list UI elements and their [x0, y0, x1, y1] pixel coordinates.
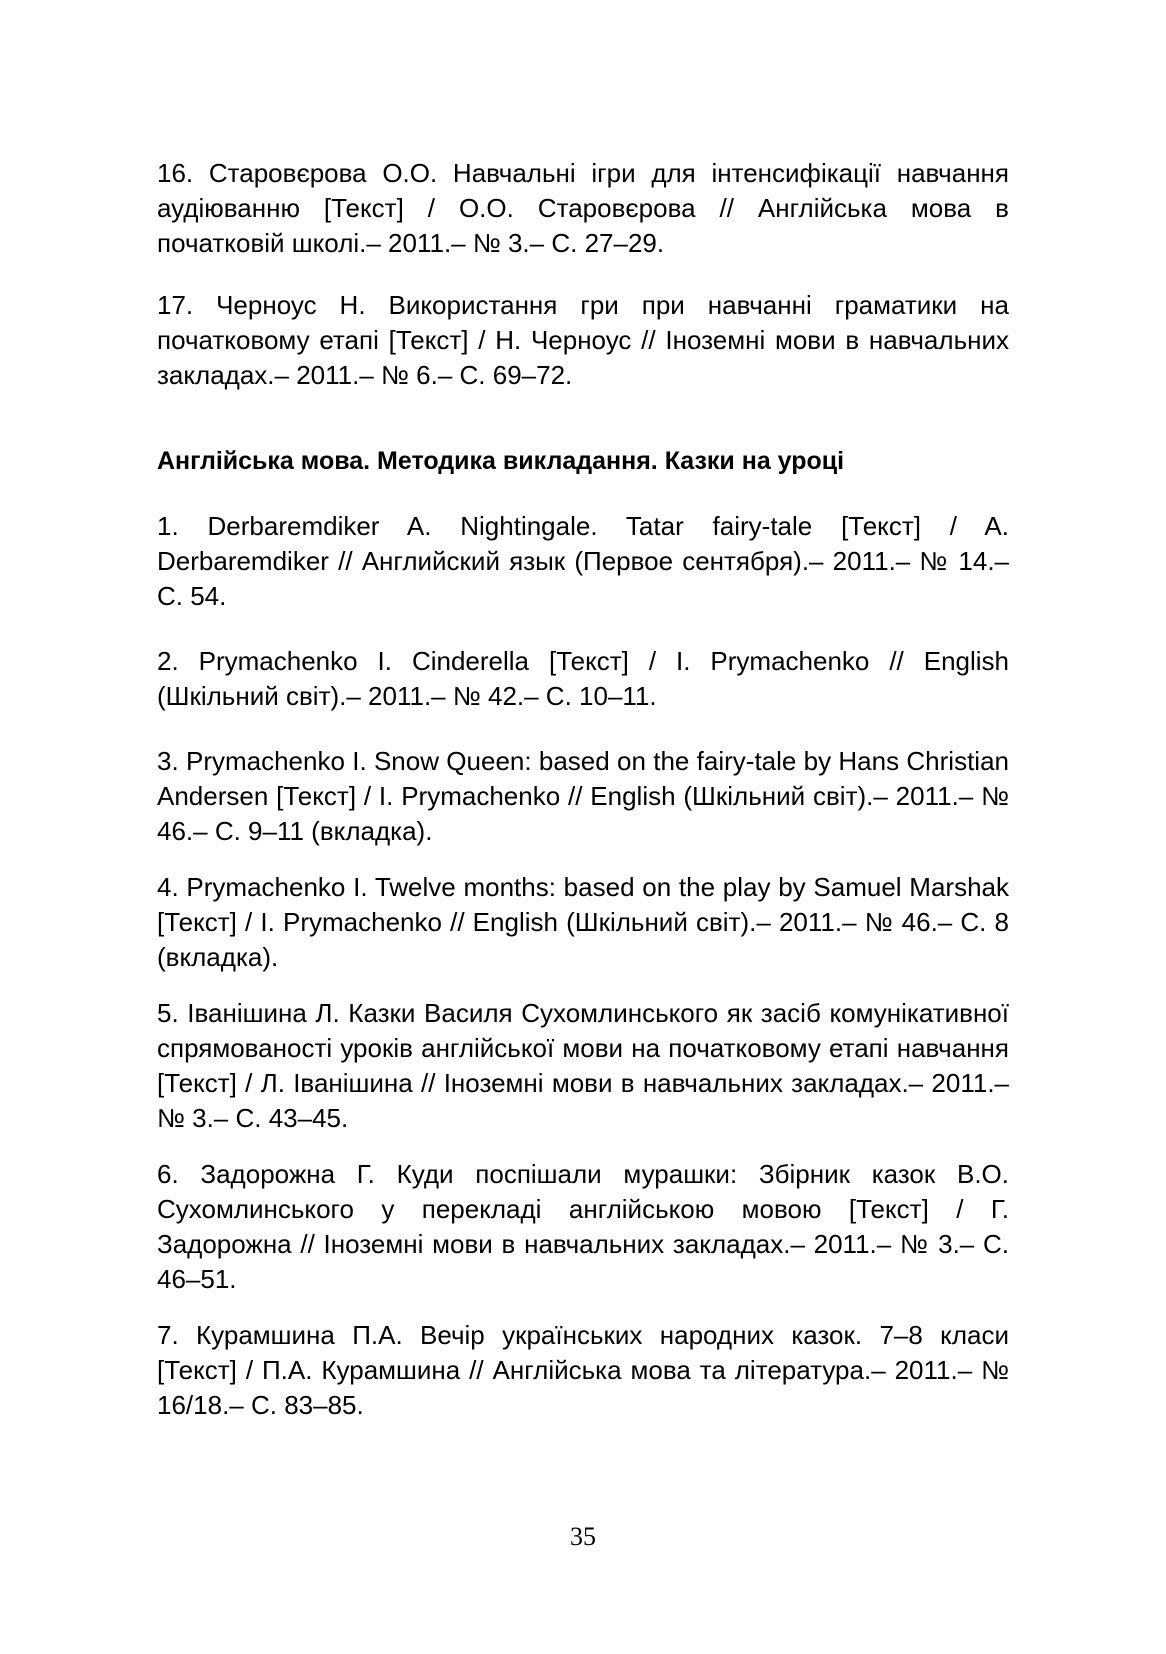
page-content	[157, 156, 1009, 1423]
bibliography-entry-3: 3. Prymachenko I. Snow Queen: based on the fairy-tale by Hans Christian Andersen [Текст] / I. Prymachenko // English (Шкільний світ).– 2011.– № 46.– С. 9–11 (вкладка).	[157, 746, 1009, 846]
bibliography-entry-5: 5. Іванішина Л. Казки Василя Сухомлинського як засіб комунікативної спрямованості уроків англійської мови на початковому етапі навчання [Текст] / Л. Іванішина // Іноземні мови в навчальних закладах.– 2011.– № 3.– С. 43–45.	[157, 998, 1009, 1133]
bibliography-entry-16: 16. Старовєрова О.О. Навчальні ігри для інтенсифікації навчання аудіюванню [Текст] / О.О. Старовєрова // Англійська мова в початковій школі.– 2011.– № 3.– С. 27–29.	[157, 158, 1009, 258]
bibliography-entry-1: 1. Derbaremdiker A. Nightingale. Tatar fairy-tale [Текст] / A. Derbaremdiker // Английский язык (Первое сентября).– 2011.– № 14.– С. 54.	[157, 511, 1009, 611]
bibliography-entry-17: 17. Черноус Н. Використання гри при навчанні граматики на початковому етапі [Текст] / Н. Черноус // Іноземні мови в навчальних закладах.– 2011.– № 6.– С. 69–72.	[157, 290, 1009, 390]
bibliography-entry-6: 6. Задорожна Г. Куди поспішали мурашки: Збірник казок В.О. Сухомлинського у перекладі англійською мовою [Текст] / Г. Задорожна // Іноземні мови в навчальних закладах.– 2011.– № 3.– С. 46–51.	[157, 1159, 1009, 1294]
page-number: 35	[570, 1522, 596, 1551]
bibliography-entry-7: 7. Курамшина П.А. Вечір українських народних казок. 7–8 класи [Текст] / П.А. Курамшина // Англійська мова та література.– 2011.– № 16/18.– С. 83–85.	[157, 1320, 1009, 1420]
bibliography-entry-4: 4. Prymachenko I. Twelve months: based on the play by Samuel Marshak [Текст] / I. Prymachenko // English (Шкільний світ).– 2011.– № 46.– С. 8 (вкладка).	[157, 872, 1009, 972]
section-heading: Англійська мова. Методика викладання. Казки на уроці	[157, 447, 845, 475]
bibliography-entry-2: 2. Prymachenko I. Cinderella [Текст] / I. Prymachenko // English (Шкільний світ).– 2011.– № 42.– С. 10–11.	[157, 646, 1009, 711]
